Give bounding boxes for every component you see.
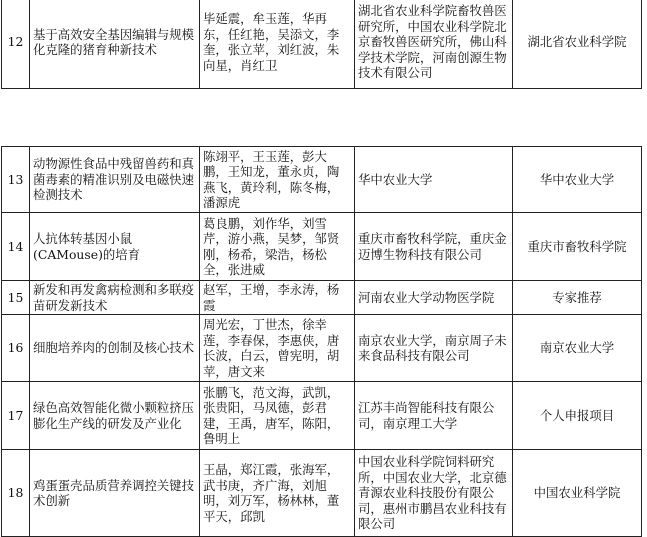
table-row <box>2 382 642 450</box>
contributors-cell: 赵军，王增，李永涛，杨霞 <box>200 281 355 315</box>
row-number-cell: 16 <box>2 315 30 382</box>
units-cell: 河南农业大学动物医学院 <box>355 281 513 315</box>
project-title-cell: 鸡蛋蛋壳品质营养调控关键技术创新 <box>30 450 200 537</box>
project-title-cell: 基于高效安全基因编辑与规模化克隆的猪育种新技术 <box>30 0 200 89</box>
contributors-cell: 陈翊平，王玉莲，彭大鹏，王知龙，董永贞，陶燕飞，黄玲利，陈冬梅，潘源虎 <box>200 147 355 213</box>
recommender-cell: 中国农业科学院 <box>513 450 642 537</box>
table-row <box>2 0 642 89</box>
awards-table-main <box>1 146 642 537</box>
recommender-cell: 华中农业大学 <box>513 147 642 213</box>
units-cell: 华中农业大学 <box>355 147 513 213</box>
table-row <box>2 281 642 315</box>
project-title-cell: 绿色高效智能化微小颗粒挤压膨化生产线的研发及产业化 <box>30 382 200 450</box>
project-title-cell: 新发和再发禽病检测和多联疫苗研发新技术 <box>30 281 200 315</box>
recommender-cell: 南京农业大学 <box>513 315 642 382</box>
units-cell: 湖北省农业科学院畜牧兽医研究所，中国农业科学院北京畜牧兽医研究所，佛山科学技术学院，河南创源生物技术有限公司 <box>355 0 513 89</box>
units-cell: 江苏丰尚智能科技有限公司，南京理工大学 <box>355 382 513 450</box>
units-cell: 重庆市畜牧科学院，重庆金迈博生物科技有限公司 <box>355 213 513 281</box>
contributors-cell: 周光宏，丁世杰，徐幸莲，李春保，李惠侠，唐长波，白云，曾宪明，胡苹，唐文来 <box>200 315 355 382</box>
recommender-cell: 湖北省农业科学院 <box>513 0 642 89</box>
row-number-cell: 12 <box>2 0 30 89</box>
project-title-cell: 细胞培养肉的创制及核心技术 <box>30 315 200 382</box>
recommender-cell: 个人申报项目 <box>513 382 642 450</box>
contributors-cell: 葛良鹏，刘作华，刘雪芹，游小燕，吴梦，邹贤刚，杨希，梁浩，杨松全，张进威 <box>200 213 355 281</box>
units-cell: 南京农业大学，南京周子未来食品科技有限公司 <box>355 315 513 382</box>
recommender-cell: 专家推荐 <box>513 281 642 315</box>
contributors-cell: 毕延震，牟玉莲，华再东，任红艳，吴添文，李奎，张立苹，刘红波，朱向星，肖红卫 <box>200 0 355 89</box>
row-number-cell: 15 <box>2 281 30 315</box>
row-number-cell: 13 <box>2 147 30 213</box>
table-row <box>2 147 642 213</box>
row-number-cell: 17 <box>2 382 30 450</box>
awards-table-top <box>1 0 642 89</box>
table-row <box>2 450 642 537</box>
row-number-cell: 14 <box>2 213 30 281</box>
table-row <box>2 213 642 281</box>
recommender-cell: 重庆市畜牧科学院 <box>513 213 642 281</box>
units-cell: 中国农业科学院饲料研究所，中国农业大学，北京德青源农业科技股份有限公司，惠州市鹏昌农业科技有限公司 <box>355 450 513 537</box>
project-title-cell: 人抗体转基因小鼠(CAMouse)的培育 <box>30 213 200 281</box>
contributors-cell: 张鹏飞，范文海，武凯，张贵阳，马凤德，彭君建，王禹，唐军，陈阳，鲁明上 <box>200 382 355 450</box>
contributors-cell: 王晶，郑江霞，张海军，武书庚，齐广海，刘旭明，刘万军，杨林林，董平天，邱凯 <box>200 450 355 537</box>
project-title-cell: 动物源性食品中残留兽药和真菌毒素的精准识别及电磁快速检测技术 <box>30 147 200 213</box>
table-row <box>2 315 642 382</box>
row-number-cell: 18 <box>2 450 30 537</box>
